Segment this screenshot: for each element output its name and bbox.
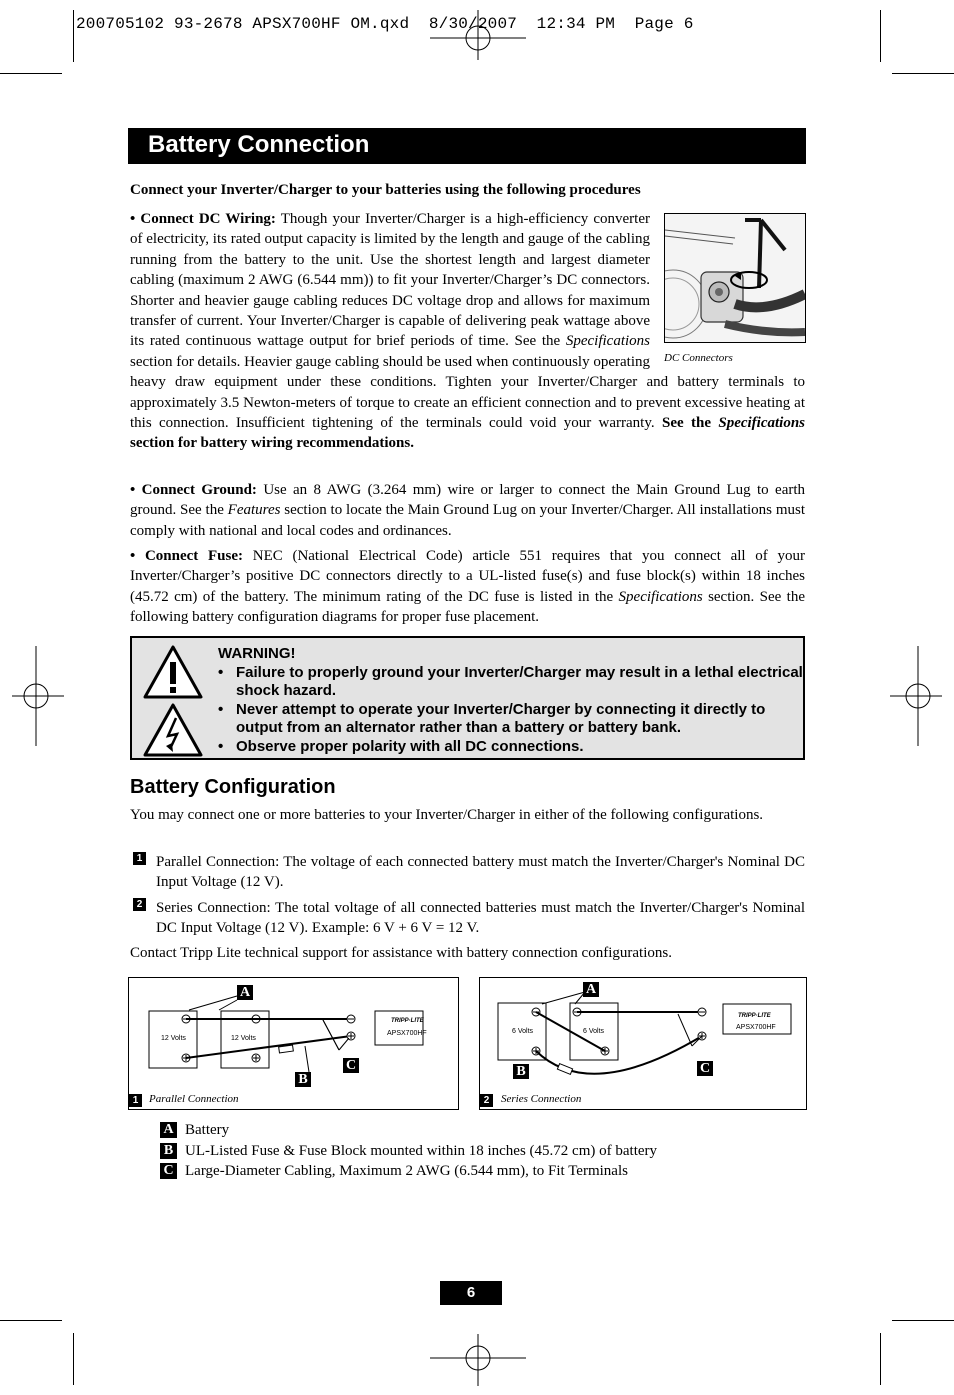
tripp-lite-logo: TRIPP·LITE [738,1013,771,1019]
fuse-paragraph [130,546,805,628]
warning-item: • Observe proper polarity with all DC connections. [218,738,803,757]
print-slug: 200705102 93-2678 APSX700HF OM.qxd 8/30/2007 12:34 PM Page 6 [76,15,694,33]
legend-item [160,1161,657,1182]
contact-text: Contact Tripp Lite technical support for assistance with battery connection configurations. [130,945,672,961]
label-b: B [513,1064,529,1079]
fuse-spec-ref: Specifications [618,588,703,605]
crop-mark [0,73,62,74]
bold-recommendation: section for battery wiring recommendations. [130,435,414,452]
fuse-text-1: NEC (National Electrical Code) article 551 requires that you connect all of your Inverter/Charger’s positive DC connectors directly to a UL-listed fuse(s) and fuse block(s) within 18 inches (45.72 cm) of the battery. The minimum rating of the DC fuse is listed in the [130,548,805,605]
diagram-number: 1 [129,1094,142,1107]
crop-mark [0,1320,62,1321]
image-caption: DC Connectors [664,352,733,364]
legend-item [160,1120,657,1141]
dc-wiring-text-2: section for details. Heavier gauge cabling should be used when continuously operating heavy draw equipment under these conditions. Tighten your Inverter/Charger and battery terminals to approximately 3.5 Newton-meters of torque to create an efficient connection and to prevent excessive heating at this connection. Insufficient tightening of the terminals could void your warranty. [130,353,805,432]
label-a: A [583,982,599,997]
config-item-2 [133,898,805,939]
series-wiring [480,978,805,1108]
ground-label: • Connect Ground: [130,482,257,498]
unit-label: APSX700HF [387,1030,427,1037]
diagram-caption: Parallel Connection [149,1093,239,1105]
crop-mark [880,10,881,62]
legend-key: C [160,1163,177,1179]
diagram-caption: Series Connection [501,1093,582,1105]
legend-text: Battery [185,1122,230,1138]
crop-mark [73,1333,74,1385]
spec-ref: Specifications [565,333,650,350]
ground-text-2: section to locate the Main Ground Lug on your Inverter/Charger. All installations must comply with national and local codes and ordinances. [130,502,806,539]
label-a: A [237,985,253,1000]
label-c: C [697,1061,713,1076]
battery-label: 6 Volts [512,1028,534,1035]
legend-key: A [160,1122,177,1138]
legend-text: UL-Listed Fuse & Fuse Block mounted within 18 inches (45.72 cm) of battery [185,1142,658,1159]
config-item-text: Series Connection: The total voltage of all connected batteries must match the Inverter/Charger's Nominal DC Input Voltage (12 V). Example: 6 V + 6 V = 12 V. [156,900,805,937]
unit-label: APSX700HF [736,1024,776,1031]
config-item-1 [133,852,805,893]
section-heading: Battery Configuration [130,776,336,798]
warning-text [218,645,803,756]
config-item-text: Parallel Connection: The voltage of each connected battery must match the Inverter/Charger's Nominal DC Input Voltage (12 V). [156,854,805,891]
fuse-text-2: section. See the following battery configuration diagrams for proper fuse placement. [130,588,805,626]
diagram-number: 2 [480,1094,493,1107]
crop-mark [892,73,954,74]
crop-mark [880,1333,881,1385]
battery-label: 12 Volts [161,1035,186,1042]
parallel-wiring [129,978,457,1108]
warning-item: • Failure to properly ground your Inverter/Charger may result in a lethal electrical shock hazard. [218,664,803,701]
warning-heading: WARNING! [218,645,296,662]
warning-list [218,664,803,757]
intro-text: Connect your Inverter/Charger to your batteries using the following procedures [130,182,641,198]
dc-wiring-label: • Connect DC Wiring: [130,211,276,227]
page-title: Battery Connection [148,131,370,158]
series-diagram [479,977,807,1110]
bold-see-the: See the [661,415,711,432]
ground-paragraph [130,480,805,541]
label-b: B [295,1072,311,1087]
dc-wiring-paragraph [130,209,805,454]
label-c: C [343,1058,359,1073]
dc-wiring-text-1: Though your Inverter/Charger is a high-efficiency converter of electricity, its rated output capacity is limited by the length and gauge of the cabling running from the battery to the unit. Use the shortest length and largest diameter cabling (maximum 2 AWG (6.544 mm)) to fit your Inverter/Charger’s DC connectors. Shorter and heavier gauge cabling reduces DC voltage drop and allows for maximum transfer of current. Your Inverter/Charger is capable of delivering peak wattage above its rated continuous wattage output for brief periods of time. See the [130,211,650,350]
warning-triangle-icon [142,644,204,700]
legend-item [160,1141,657,1162]
config-number: 1 [133,852,146,865]
legend-key: B [160,1143,177,1159]
ground-text-1: Use an 8 AWG (3.264 mm) wire or larger to connect the Main Ground Lug to earth ground. See the [130,482,806,519]
crop-mark [73,10,74,62]
wrap-float [650,209,805,371]
config-number: 2 [133,898,146,911]
battery-label: 6 Volts [583,1028,605,1035]
config-intro: You may connect one or more batteries to your Inverter/Charger in either of the following configurations. [130,807,764,823]
warning-item: • Never attempt to operate your Inverter/Charger by connecting it directly to output from an alternator rather than a battery or battery bank. [218,701,803,738]
registration-mark [8,646,64,746]
features-ref: Features [227,502,281,519]
parallel-diagram [128,977,459,1110]
tripp-lite-logo: TRIPP·LITE [391,1018,424,1024]
registration-mark [890,646,946,746]
bold-spec-ref: Specifications [718,415,806,432]
diagram-legend [160,1120,657,1182]
legend-text: Large-Diameter Cabling, Maximum 2 AWG (6.544 mm), to Fit Terminals [185,1163,628,1179]
title-bar [128,128,806,164]
page-number: 6 [440,1281,502,1305]
crop-mark [892,1320,954,1321]
battery-label: 12 Volts [231,1035,256,1042]
registration-mark [430,1330,526,1386]
warning-box [130,636,805,760]
electric-shock-icon [142,702,204,758]
fuse-label: • Connect Fuse: [130,548,244,564]
